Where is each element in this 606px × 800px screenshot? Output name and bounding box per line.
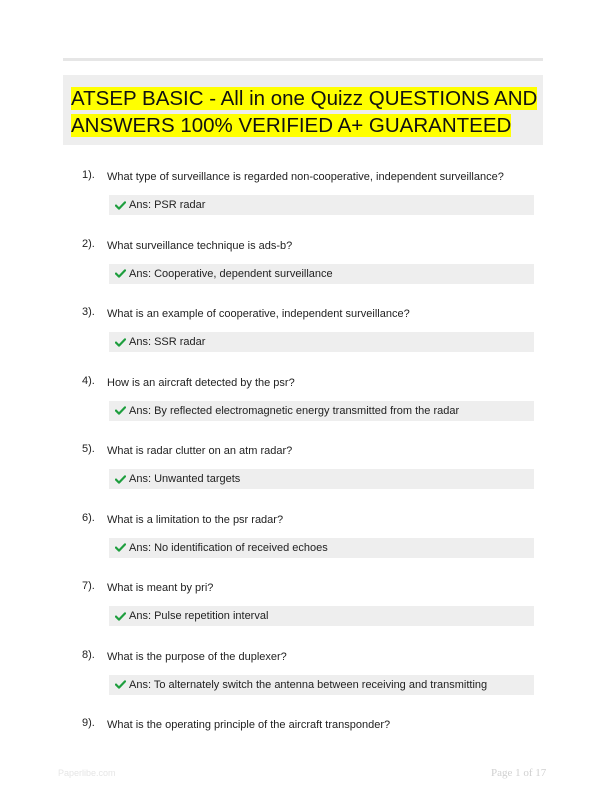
check-icon: [115, 201, 126, 210]
check-icon: [115, 612, 126, 621]
check-icon: [115, 406, 126, 415]
answer-text: Ans: By reflected electromagnetic energy transmitted from the radar: [129, 404, 460, 417]
question-text: What is the operating principle of the aircraft transponder?: [107, 719, 391, 731]
answer-text: Ans: To alternately switch the antenna between receiving and transmitting: [129, 678, 488, 691]
answer-box: [109, 264, 534, 284]
answer-box: [109, 332, 534, 352]
footer-watermark: Paperlibe.com: [58, 768, 116, 778]
answer-text: Ans: Pulse repetition interval: [129, 610, 269, 622]
question-number: 3).: [82, 306, 95, 318]
answer-box: [109, 675, 534, 695]
answer-text: Ans: PSR radar: [129, 199, 206, 211]
answer-box: [109, 401, 534, 421]
answer-text: Ans: SSR radar: [129, 336, 206, 348]
question-number: 4).: [82, 374, 95, 387]
answer-box: [109, 538, 534, 558]
title-box: [63, 75, 543, 145]
question-text: What is an example of cooperative, independent surveillance?: [107, 308, 410, 320]
check-icon: [115, 680, 126, 689]
title-line-1: ATSEP BASIC - All in one Quizz QUESTIONS AND: [71, 87, 538, 110]
question-text: What surveillance technique is ads-b?: [107, 239, 293, 252]
answer-box: [109, 195, 534, 215]
check-icon: [115, 475, 126, 484]
question-text: What is meant by pri?: [107, 582, 214, 594]
question-number: 6).: [82, 511, 95, 524]
answer-text: Ans: Unwanted targets: [129, 473, 241, 485]
question-number: 8).: [82, 648, 95, 661]
question-number: 1).: [82, 169, 95, 181]
title-line-2: ANSWERS 100% VERIFIED A+ GUARANTEED: [71, 114, 512, 137]
page-number: Page 1 of 17: [491, 767, 547, 779]
check-icon: [115, 543, 126, 552]
question-text: What is a limitation to the psr radar?: [107, 513, 284, 526]
question-text: How is an aircraft detected by the psr?: [107, 376, 295, 389]
question-number: 9).: [82, 717, 95, 729]
answer-box: [109, 469, 534, 489]
answer-text: Ans: No identification of received echoes: [129, 541, 328, 554]
question-text: What is the purpose of the duplexer?: [107, 650, 287, 663]
answer-text: Ans: Cooperative, dependent surveillance: [129, 267, 333, 280]
answer-box: [109, 606, 534, 626]
check-icon: [115, 269, 126, 278]
question-number: 2).: [82, 237, 95, 250]
question-number: 5).: [82, 443, 95, 455]
question-text: What type of surveillance is regarded non-cooperative, independent surveillance?: [107, 171, 504, 183]
document-title: [71, 85, 543, 139]
question-text: What is radar clutter on an atm radar?: [107, 445, 293, 457]
top-divider: [63, 58, 543, 61]
question-number: 7).: [82, 580, 95, 592]
check-icon: [115, 338, 126, 347]
